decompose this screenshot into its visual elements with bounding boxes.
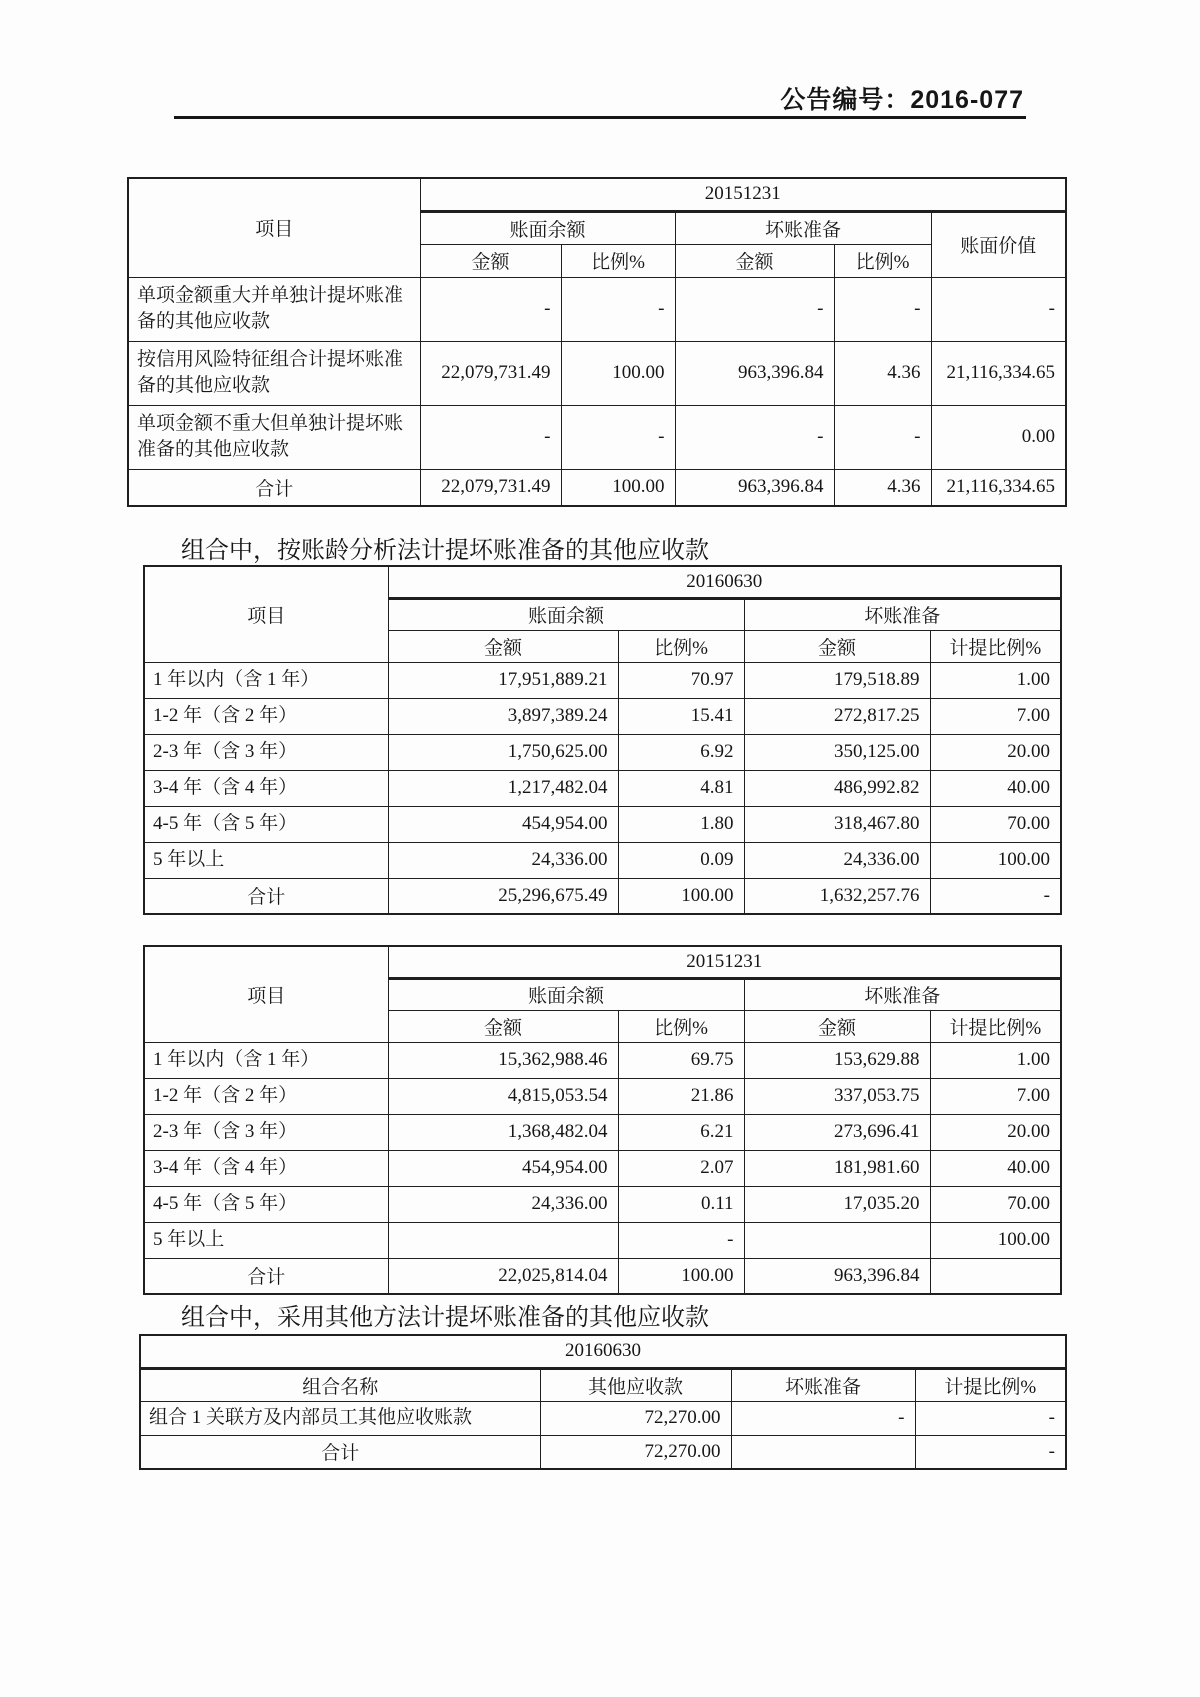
- cell-value: -: [834, 405, 931, 469]
- table-row: [144, 806, 1061, 842]
- row-label: 3-4 年（含 4 年）: [144, 770, 388, 806]
- column-header-ratio: 比例%: [834, 244, 931, 277]
- cell-value: 153,629.88: [744, 1042, 930, 1078]
- cell-value: 318,467.80: [744, 806, 930, 842]
- aging-analysis-table-20160630: [143, 565, 1062, 915]
- cell-value: 17,951,889.21: [388, 662, 618, 698]
- cell-value: -: [930, 878, 1061, 914]
- cell-value: 0.00: [931, 405, 1066, 469]
- table-row: [144, 770, 1061, 806]
- table-body: [144, 1042, 1061, 1294]
- cell-value: 22,025,814.04: [388, 1258, 618, 1294]
- cell-value: 963,396.84: [744, 1258, 930, 1294]
- date-header: 20151231: [388, 946, 1061, 978]
- cell-value: -: [618, 1222, 744, 1258]
- cell-value: 20.00: [930, 734, 1061, 770]
- table-row: [144, 842, 1061, 878]
- table-row: [128, 277, 1066, 341]
- table-row: [144, 1078, 1061, 1114]
- cell-value: 25,296,675.49: [388, 878, 618, 914]
- row-label: 3-4 年（含 4 年）: [144, 1150, 388, 1186]
- cell-value: 963,396.84: [675, 469, 834, 506]
- row-label: 合计: [140, 1435, 540, 1469]
- table-row: [140, 1401, 1066, 1435]
- table-row: [144, 1042, 1061, 1078]
- column-header-book-value: 账面价值: [931, 211, 1066, 277]
- section-title-other-method: 组合中，采用其他方法计提坏账准备的其他应收款: [181, 1305, 709, 1331]
- cell-value: 4.81: [618, 770, 744, 806]
- cell-value: [388, 1222, 618, 1258]
- cell-value: -: [931, 277, 1066, 341]
- cell-value: 6.21: [618, 1114, 744, 1150]
- cell-value: 1.00: [930, 662, 1061, 698]
- cell-value: 100.00: [618, 1258, 744, 1294]
- column-header-ratio: 比例%: [618, 1010, 744, 1042]
- cell-value: 15.41: [618, 698, 744, 734]
- row-label: 1-2 年（含 2 年）: [144, 1078, 388, 1114]
- header-rule: [174, 116, 1026, 119]
- cell-value: 21,116,334.65: [931, 469, 1066, 506]
- column-header-amount: 金额: [744, 630, 930, 662]
- cell-value: 1,217,482.04: [388, 770, 618, 806]
- table-row: [128, 405, 1066, 469]
- cell-value: 350,125.00: [744, 734, 930, 770]
- cell-value: 181,981.60: [744, 1150, 930, 1186]
- column-header-amount: 金额: [388, 630, 618, 662]
- column-header-ratio: 比例%: [561, 244, 675, 277]
- row-label: 合计: [144, 878, 388, 914]
- row-label: 合计: [128, 469, 420, 506]
- column-header-book-balance: 账面余额: [388, 598, 744, 630]
- cell-value: 70.97: [618, 662, 744, 698]
- cell-value: 6.92: [618, 734, 744, 770]
- table-row: [128, 469, 1066, 506]
- cell-value: 1.80: [618, 806, 744, 842]
- table-body: [128, 277, 1066, 506]
- cell-value: 7.00: [930, 698, 1061, 734]
- cell-value: 100.00: [930, 842, 1061, 878]
- table-row: [144, 1114, 1061, 1150]
- date-header: 20151231: [420, 178, 1066, 211]
- cell-value: 179,518.89: [744, 662, 930, 698]
- cell-value: -: [675, 405, 834, 469]
- column-header-item: 项目: [128, 178, 420, 277]
- column-header-amount: 金额: [675, 244, 834, 277]
- table-row: [144, 1150, 1061, 1186]
- table-row: [128, 341, 1066, 405]
- cell-value: 4.36: [834, 469, 931, 506]
- aging-analysis-table-20151231: [143, 945, 1062, 1295]
- cell-value: 17,035.20: [744, 1186, 930, 1222]
- cell-value: 337,053.75: [744, 1078, 930, 1114]
- column-header-portfolio-name: 组合名称: [140, 1368, 540, 1401]
- cell-value: -: [834, 277, 931, 341]
- cell-value: -: [915, 1435, 1066, 1469]
- cell-value: 69.75: [618, 1042, 744, 1078]
- cell-value: 24,336.00: [388, 842, 618, 878]
- cell-value: 7.00: [930, 1078, 1061, 1114]
- row-label: 单项金额重大并单独计提坏账准备的其他应收款: [128, 277, 420, 341]
- cell-value: 273,696.41: [744, 1114, 930, 1150]
- row-label: 4-5 年（含 5 年）: [144, 806, 388, 842]
- cell-value: 1,368,482.04: [388, 1114, 618, 1150]
- cell-value: 454,954.00: [388, 1150, 618, 1186]
- table-row: [144, 1222, 1061, 1258]
- row-label: 5 年以上: [144, 842, 388, 878]
- column-header-amount: 金额: [744, 1010, 930, 1042]
- row-label: 1 年以内（含 1 年）: [144, 1042, 388, 1078]
- cell-value: 72,270.00: [540, 1435, 731, 1469]
- column-header-ratio: 比例%: [618, 630, 744, 662]
- cell-value: 1,750,625.00: [388, 734, 618, 770]
- cell-value: 70.00: [930, 1186, 1061, 1222]
- cell-value: 100.00: [561, 341, 675, 405]
- row-label: 1-2 年（含 2 年）: [144, 698, 388, 734]
- cell-value: 40.00: [930, 770, 1061, 806]
- column-header-provision-ratio: 计提比例%: [915, 1368, 1066, 1401]
- cell-value: 22,079,731.49: [420, 469, 561, 506]
- cell-value: -: [915, 1401, 1066, 1435]
- column-header-amount: 金额: [388, 1010, 618, 1042]
- column-header-bad-debt: 坏账准备: [744, 978, 1061, 1010]
- cell-value: 4.36: [834, 341, 931, 405]
- cell-value: 486,992.82: [744, 770, 930, 806]
- cell-value: 454,954.00: [388, 806, 618, 842]
- cell-value: 22,079,731.49: [420, 341, 561, 405]
- row-label: 4-5 年（含 5 年）: [144, 1186, 388, 1222]
- cell-value: -: [561, 277, 675, 341]
- date-header: 20160630: [388, 566, 1061, 598]
- cell-value: [744, 1222, 930, 1258]
- notice-number: 公告编号：2016-077: [780, 86, 1024, 114]
- section-title-aging-analysis: 组合中，按账龄分析法计提坏账准备的其他应收款: [181, 538, 709, 564]
- cell-value: 100.00: [618, 878, 744, 914]
- cell-value: 40.00: [930, 1150, 1061, 1186]
- cell-value: 272,817.25: [744, 698, 930, 734]
- row-label: 按信用风险特征组合计提坏账准备的其他应收款: [128, 341, 420, 405]
- cell-value: 24,336.00: [744, 842, 930, 878]
- column-header-bad-debt: 坏账准备: [731, 1368, 915, 1401]
- column-header-provision-ratio: 计提比例%: [930, 1010, 1061, 1042]
- table-row: [144, 1258, 1061, 1294]
- cell-value: 21.86: [618, 1078, 744, 1114]
- cell-value: 4,815,053.54: [388, 1078, 618, 1114]
- column-header-other-receivables: 其他应收款: [540, 1368, 731, 1401]
- cell-value: 1.00: [930, 1042, 1061, 1078]
- provision-summary-table-20151231: [127, 177, 1067, 507]
- table-row: [144, 698, 1061, 734]
- cell-value: 0.09: [618, 842, 744, 878]
- cell-value: 100.00: [561, 469, 675, 506]
- row-label: 单项金额不重大但单独计提坏账准备的其他应收款: [128, 405, 420, 469]
- cell-value: 2.07: [618, 1150, 744, 1186]
- cell-value: 3,897,389.24: [388, 698, 618, 734]
- column-header-book-balance: 账面余额: [420, 211, 675, 244]
- cell-value: 20.00: [930, 1114, 1061, 1150]
- cell-value: 15,362,988.46: [388, 1042, 618, 1078]
- cell-value: -: [420, 277, 561, 341]
- cell-value: 1,632,257.76: [744, 878, 930, 914]
- row-label: 合计: [144, 1258, 388, 1294]
- cell-value: -: [561, 405, 675, 469]
- column-header-book-balance: 账面余额: [388, 978, 744, 1010]
- table-row: [144, 1186, 1061, 1222]
- cell-value: 0.11: [618, 1186, 744, 1222]
- table-row: [144, 734, 1061, 770]
- table-body: [140, 1401, 1066, 1469]
- row-label: 2-3 年（含 3 年）: [144, 1114, 388, 1150]
- row-label: 1 年以内（含 1 年）: [144, 662, 388, 698]
- table-row: [144, 662, 1061, 698]
- cell-value: -: [675, 277, 834, 341]
- cell-value: [731, 1435, 915, 1469]
- date-header: 20160630: [140, 1335, 1066, 1368]
- column-header-bad-debt: 坏账准备: [675, 211, 931, 244]
- cell-value: 21,116,334.65: [931, 341, 1066, 405]
- row-label: 5 年以上: [144, 1222, 388, 1258]
- other-method-table-20160630: [139, 1334, 1067, 1470]
- column-header-item: 项目: [144, 566, 388, 662]
- column-header-amount: 金额: [420, 244, 561, 277]
- column-header-bad-debt: 坏账准备: [744, 598, 1061, 630]
- row-label: 组合 1 关联方及内部员工其他应收账款: [140, 1401, 540, 1435]
- cell-value: 100.00: [930, 1222, 1061, 1258]
- cell-value: 963,396.84: [675, 341, 834, 405]
- cell-value: 24,336.00: [388, 1186, 618, 1222]
- column-header-item: 项目: [144, 946, 388, 1042]
- cell-value: [930, 1258, 1061, 1294]
- cell-value: 70.00: [930, 806, 1061, 842]
- table-row: [140, 1435, 1066, 1469]
- row-label: 2-3 年（含 3 年）: [144, 734, 388, 770]
- table-body: [144, 662, 1061, 914]
- cell-value: -: [420, 405, 561, 469]
- column-header-provision-ratio: 计提比例%: [930, 630, 1061, 662]
- cell-value: 72,270.00: [540, 1401, 731, 1435]
- cell-value: -: [731, 1401, 915, 1435]
- table-row: [144, 878, 1061, 914]
